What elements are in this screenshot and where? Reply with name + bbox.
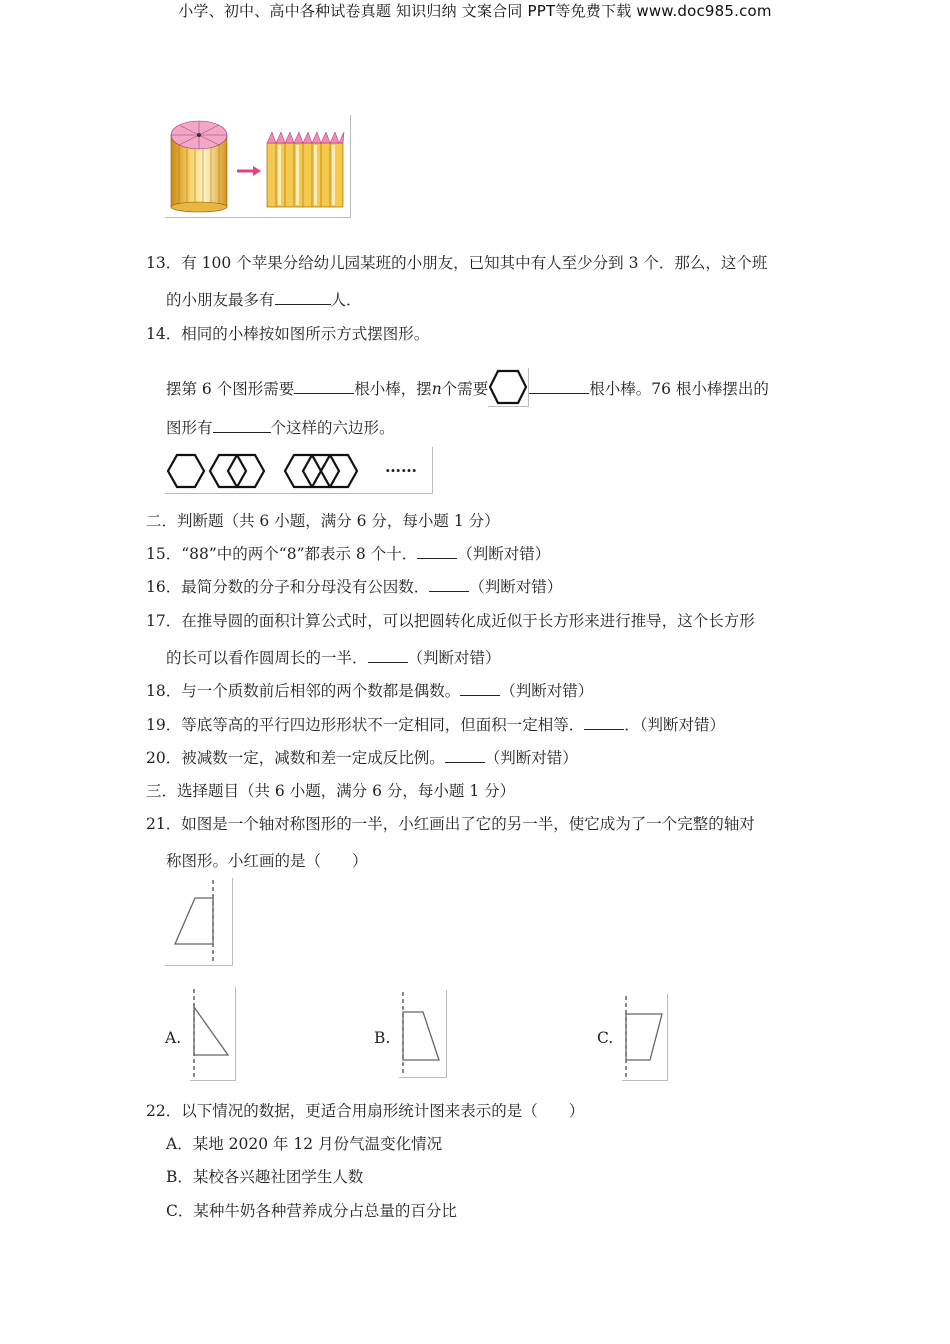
answer-blank[interactable] <box>460 694 500 696</box>
option-b-label[interactable]: B. <box>374 1029 391 1047</box>
judge-hint: （判断对错） <box>500 682 594 700</box>
option-c-figure[interactable] <box>622 994 668 1081</box>
question-22-option-a[interactable]: A．某地 2020 年 12 月份气温变化情况 <box>166 1135 443 1153</box>
answer-blank[interactable] <box>529 392 589 394</box>
question-21-line1: 21．如图是一个轴对称图形的一半，小红画出了它的另一半，使它成为了一个完整的轴对 <box>146 815 755 833</box>
question-17-line2 <box>166 646 501 668</box>
question-16 <box>146 575 562 597</box>
question-14-title: 14．相同的小棒按如图所示方式摆图形。 <box>146 325 430 343</box>
question-14-text-a1: 摆第 6 个图形需要 <box>166 380 295 398</box>
question-21-line2: 称图形。小红画的是（ ） <box>166 852 368 870</box>
ellipsis: …… <box>385 457 417 476</box>
question-20-text: 20．被减数一定，减数和差一定成反比例。 <box>146 749 445 767</box>
option-a-label[interactable]: A. <box>165 1029 182 1047</box>
question-14-text-a3: 个需要 <box>441 380 489 398</box>
judge-hint: （判断对错） <box>407 649 501 667</box>
answer-blank[interactable] <box>417 557 457 559</box>
question-15-text: 15．“88”中的两个“8”都表示 8 个十． <box>146 545 418 563</box>
answer-blank[interactable] <box>213 431 271 433</box>
question-16-text: 16．最简分数的分子和分母没有公因数． <box>146 578 430 596</box>
option-c-label[interactable]: C. <box>597 1029 614 1047</box>
question-13-text-b: 人． <box>330 291 362 309</box>
question-15 <box>146 542 550 564</box>
section-3-title: 三．选择题目（共 6 小题，满分 6 分，每小题 1 分） <box>146 782 516 800</box>
answer-blank[interactable] <box>445 761 485 763</box>
question-17-text: 的长可以看作圆周长的一半． <box>166 649 368 667</box>
question-14-line2 <box>166 368 769 407</box>
half-shape-figure <box>165 878 233 966</box>
judge-hint: （判断对错） <box>457 545 551 563</box>
question-22-option-c[interactable]: C．某种牛奶各种营养成分占总量的百分比 <box>166 1202 457 1220</box>
hexagon-icon <box>488 368 529 407</box>
question-18-text: 18．与一个质数前后相邻的两个数都是偶数。 <box>146 682 461 700</box>
question-13-line2 <box>166 288 362 310</box>
cylinder-transform-figure <box>165 115 351 218</box>
judge-hint: （判断对错） <box>484 749 578 767</box>
question-20 <box>146 746 578 768</box>
judge-hint: （判断对错） <box>469 578 563 596</box>
hexagon-sequence-figure <box>165 447 433 494</box>
question-18 <box>146 679 593 701</box>
question-19 <box>146 713 725 735</box>
variable-n: n <box>431 380 442 398</box>
question-14-text-b2: 个这样的六边形。 <box>270 419 395 437</box>
option-a-figure[interactable] <box>190 987 236 1081</box>
question-22-title: 22．以下情况的数据，更适合用扇形统计图来表示的是（ ） <box>146 1102 585 1120</box>
page-header: 小学、初中、高中各种试卷真题 知识归纳 文案合同 PPT等免费下载 www.doc985.com <box>178 2 772 20</box>
answer-blank[interactable] <box>584 728 624 730</box>
question-19-text: 19．等底等高的平行四边形形状不一定相同，但面积一定相等． <box>146 716 585 734</box>
question-17-line1: 17．在推导圆的面积计算公式时，可以把圆转化成近似于长方形来进行推导，这个长方形 <box>146 612 755 630</box>
question-14-text-b1: 图形有 <box>166 419 213 437</box>
question-14-line3 <box>166 416 395 438</box>
question-22-option-b[interactable]: B．某校各兴趣社团学生人数 <box>166 1168 364 1186</box>
answer-blank[interactable] <box>294 392 354 394</box>
question-14-text-a4: 根小棒。76 根小棒摆出的 <box>589 380 769 398</box>
answer-blank[interactable] <box>368 661 408 663</box>
judge-hint: ．（判断对错） <box>624 716 725 734</box>
answer-blank[interactable] <box>429 590 469 592</box>
question-14-text-a2: 根小棒，摆 <box>354 380 432 398</box>
option-b-figure[interactable] <box>399 990 447 1078</box>
question-13-line1: 13．有 100 个苹果分给幼儿园某班的小朋友，已知其中有人至少分到 3 个．那么，这个班 <box>146 254 768 272</box>
section-2-title: 二．判断题（共 6 小题，满分 6 分，每小题 1 分） <box>146 512 500 530</box>
answer-blank[interactable] <box>275 303 331 305</box>
question-13-text-a: 的小朋友最多有 <box>166 291 275 309</box>
